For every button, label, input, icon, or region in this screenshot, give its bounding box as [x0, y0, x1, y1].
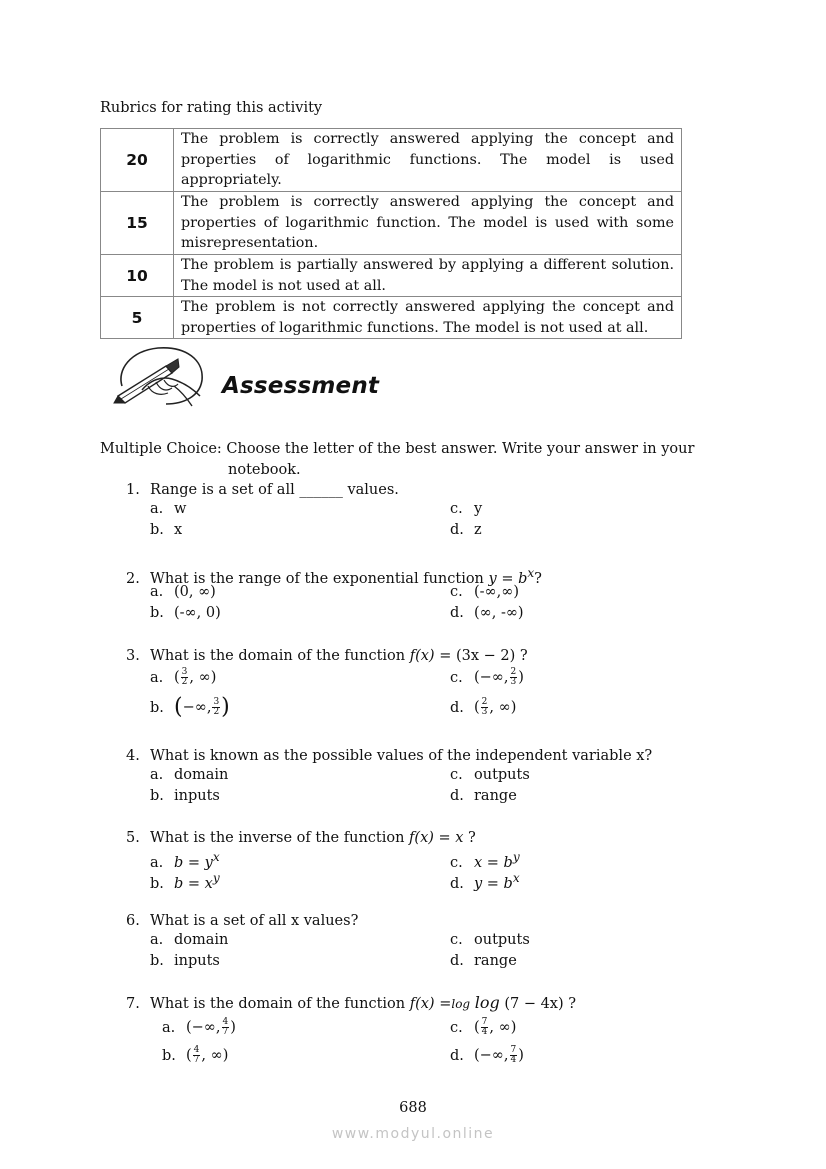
rubric-score: 5: [101, 297, 174, 339]
option-d: d. $y = b^x$: [450, 871, 520, 892]
question-number: 7.: [126, 996, 140, 1012]
watermark: www.modyul.online: [331, 1126, 495, 1142]
option-c: c. y: [450, 501, 483, 517]
option-c: c. (−∞, $\frac{2}{3}$ ): [450, 667, 524, 687]
rubric-description: The problem is correctly answered applying the concept and properties of logarithmic functions. The model is used appropriately.: [174, 129, 682, 192]
hand-writing-pencil-icon: [112, 346, 210, 408]
rubric-description: The problem is not correctly answered applying the concept and properties of logarithmic functions. The model is not used at all.: [174, 297, 682, 339]
question-text: Range is a set of all ______ values.: [150, 482, 399, 498]
question-number: 5.: [126, 830, 140, 846]
question-7: 7. What is the domain of the function f(x) =log log (7 − 4x) ?: [126, 993, 736, 1015]
rubric-row: [101, 255, 682, 297]
question-number: 4.: [126, 748, 140, 764]
math-expression: f(x): [409, 648, 435, 664]
option-d: d. range: [450, 953, 517, 969]
option-b: b. $b = x^y$: [150, 871, 220, 892]
question-text: What is the domain of the function: [150, 996, 410, 1012]
option-a: a. (−∞, $\frac{4}{7}$ ): [162, 1017, 236, 1037]
rubric-description: The problem is partially answered by applying a different solution. The model is not used at all.: [174, 255, 682, 297]
rubric-row: [101, 192, 682, 255]
rubric-table: [100, 128, 682, 339]
option-d: d. ( $\frac{2}{3}$ , ∞): [450, 697, 517, 717]
option-c: c. ( $\frac{7}{4}$ , ∞): [450, 1017, 517, 1037]
question-2: 2. What is the range of the exponential function $y = b^x$?: [126, 563, 736, 590]
math-expression: f(x) = x: [409, 830, 464, 846]
math-expression: y = b: [488, 570, 528, 587]
rubric-score: 10: [101, 255, 174, 297]
rubric-title: Rubrics for rating this activity: [100, 100, 323, 116]
rubric-description: The problem is correctly answered applying the concept and properties of logarithmic function. The model is used with some misrepresentation.: [174, 192, 682, 255]
option-b: b. inputs: [150, 788, 220, 804]
question-3: 3. What is the domain of the function f(x) = (3x − 2) ?: [126, 646, 736, 667]
option-a: a. (0, ∞): [150, 584, 216, 600]
math-expression: f(x) =: [409, 996, 452, 1012]
option-d: d. (−∞, $\frac{7}{4}$ ): [450, 1045, 524, 1065]
option-c: c. (-∞,∞): [450, 584, 519, 600]
option-c: c. outputs: [450, 767, 530, 783]
option-a: a. w: [150, 501, 187, 517]
option-b: b. (-∞, 0): [150, 605, 221, 621]
rubric-row: [101, 129, 682, 192]
question-number: 3.: [126, 648, 140, 664]
question-number: 1.: [126, 482, 140, 498]
option-a: a. ( $\frac{3}{2}$ , ∞): [150, 667, 217, 687]
option-b: b. ( $\frac{4}{7}$ , ∞): [162, 1045, 229, 1065]
question-text: What is the domain of the function: [150, 648, 410, 664]
question-number: 6.: [126, 913, 140, 929]
option-b: b. inputs: [150, 953, 220, 969]
instructions: [100, 439, 720, 480]
option-a: a. $b = y^x$: [150, 850, 220, 871]
question-5: 5. What is the inverse of the function f(x) = x ?: [126, 828, 736, 849]
question-1: [126, 480, 736, 501]
question-text: What is known as the possible values of the independent variable x?: [150, 748, 653, 764]
option-d: d. (∞, -∞): [450, 605, 524, 621]
option-d: d. z: [450, 522, 482, 538]
rubric-score: 20: [101, 129, 174, 192]
option-c: c. outputs: [450, 932, 530, 948]
instructions-line: notebook.: [228, 461, 301, 478]
question-text: What is a set of all x values?: [150, 913, 359, 929]
option-d: d. range: [450, 788, 517, 804]
question-4: [126, 746, 736, 767]
option-b: b. x: [150, 522, 183, 538]
question-text: What is the inverse of the function: [150, 830, 410, 846]
rubric-score: 15: [101, 192, 174, 255]
question-text: What is the range of the exponential function: [150, 570, 489, 587]
page-number: 688: [399, 1100, 427, 1116]
option-a: a. domain: [150, 932, 229, 948]
question-number: 2.: [126, 570, 140, 587]
section-heading: Assessment: [222, 373, 380, 399]
option-c: c. $x = b^y$: [450, 850, 520, 871]
instructions-line: Multiple Choice: Choose the letter of the best answer. Write your answer in your: [100, 441, 695, 457]
question-6: [126, 911, 736, 932]
option-a: a. domain: [150, 767, 229, 783]
rubric-row: [101, 297, 682, 339]
option-b: b. (−∞, $\frac{3}{2}$ ): [150, 694, 230, 720]
